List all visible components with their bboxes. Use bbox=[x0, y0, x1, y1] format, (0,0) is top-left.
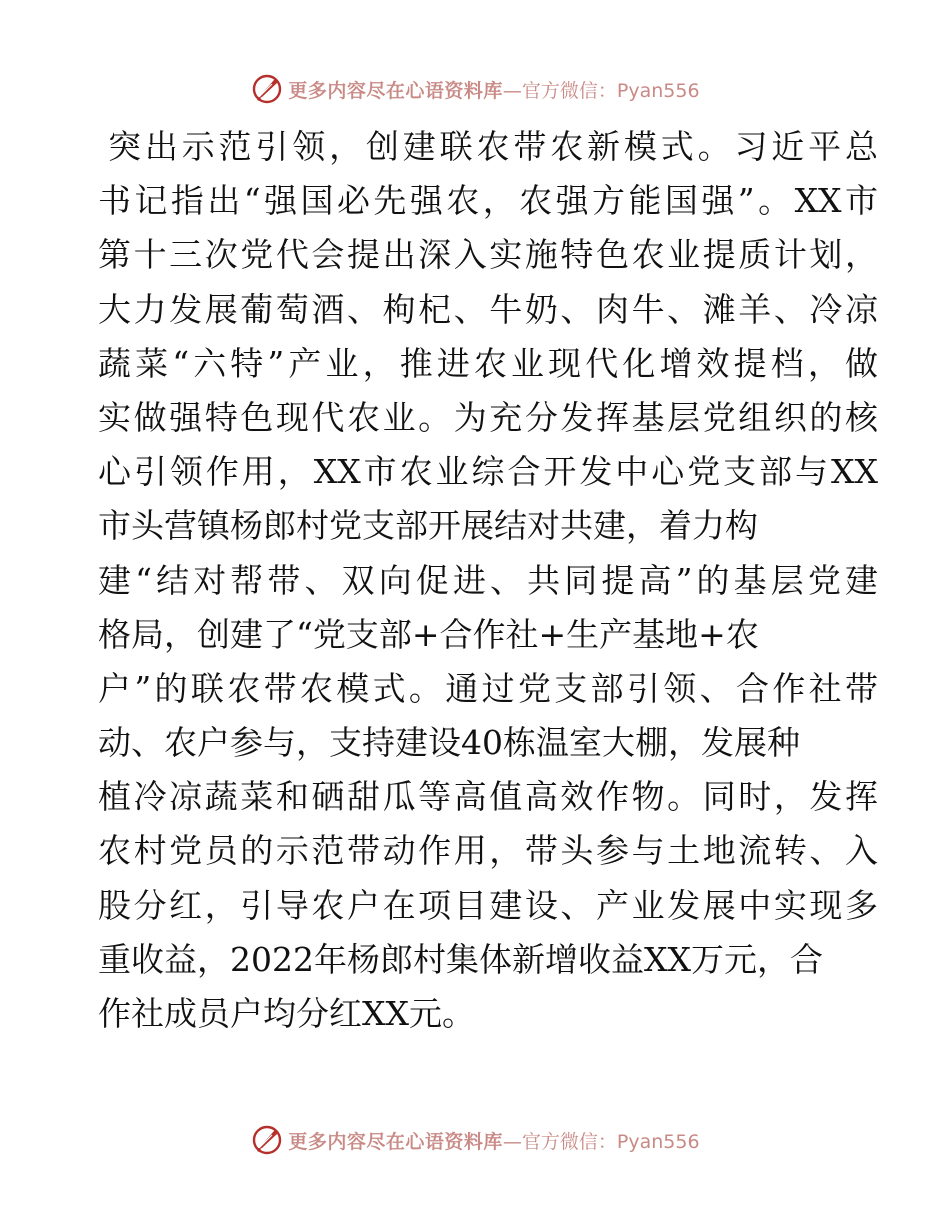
text-line: 户”的联农带农模式。通过党支部引领、合作社带 bbox=[98, 668, 878, 708]
text-line: 植冷凉蔬菜和硒甜瓜等高值高效作物。同时，发挥 bbox=[98, 777, 878, 817]
text-line: 农村党员的示范带动作用，带头参与土地流转、入 bbox=[98, 831, 878, 871]
text-line: 蔬菜“六特”产业，推进农业现代化增效提档，做 bbox=[98, 343, 878, 383]
text-line: 书记指出“强国必先强农，农强方能国强”。XX市 bbox=[98, 181, 878, 221]
text-line: 建“结对帮带、双向促进、共同提高”的基层党建 bbox=[98, 560, 878, 600]
text-line: 格局，创建了“党支部+合作社+生产基地+农 bbox=[98, 614, 759, 654]
text-line: 作社成员户均分红XX元。 bbox=[98, 994, 475, 1033]
text-line: 心引领作用，XX市农业综合开发中心党支部与XX bbox=[98, 452, 878, 492]
text-line: 股分红，引导农户在项目建设、产业发展中实现多 bbox=[98, 885, 878, 925]
text-line: 实做强特色现代农业。为充分发挥基层党组织的核 bbox=[98, 397, 878, 437]
article-body bbox=[98, 120, 878, 1041]
quill-logo-icon bbox=[250, 72, 284, 106]
footer-banner bbox=[0, 1123, 950, 1157]
text-line: 第十三次党代会提出深入实施特色农业提质计划， bbox=[98, 235, 878, 275]
quill-logo-icon bbox=[250, 1123, 284, 1157]
header-banner bbox=[0, 72, 950, 106]
banner-title: 更多内容尽在心语资料库 bbox=[288, 79, 503, 102]
text-line: 市头营镇杨郎村党支部开展结对共建，着力构 bbox=[98, 506, 758, 546]
banner-title: 更多内容尽在心语资料库 bbox=[288, 1130, 503, 1153]
banner-wechat-id: —官方微信：Pyan556 bbox=[502, 1130, 700, 1153]
text-line: 动、农户参与，支持建设40栋温室大棚，发展种 bbox=[98, 723, 800, 763]
text-line: 大力发展葡萄酒、枸杞、牛奶、肉牛、滩羊、冷凉 bbox=[98, 289, 878, 329]
banner-wechat-id: —官方微信：Pyan556 bbox=[502, 79, 700, 102]
text-line: 重收益，2022年杨郎村集体新增收益XX万元，合 bbox=[98, 939, 823, 979]
text-line: 突出示范引领，创建联农带农新模式。习近平总 bbox=[108, 127, 878, 166]
